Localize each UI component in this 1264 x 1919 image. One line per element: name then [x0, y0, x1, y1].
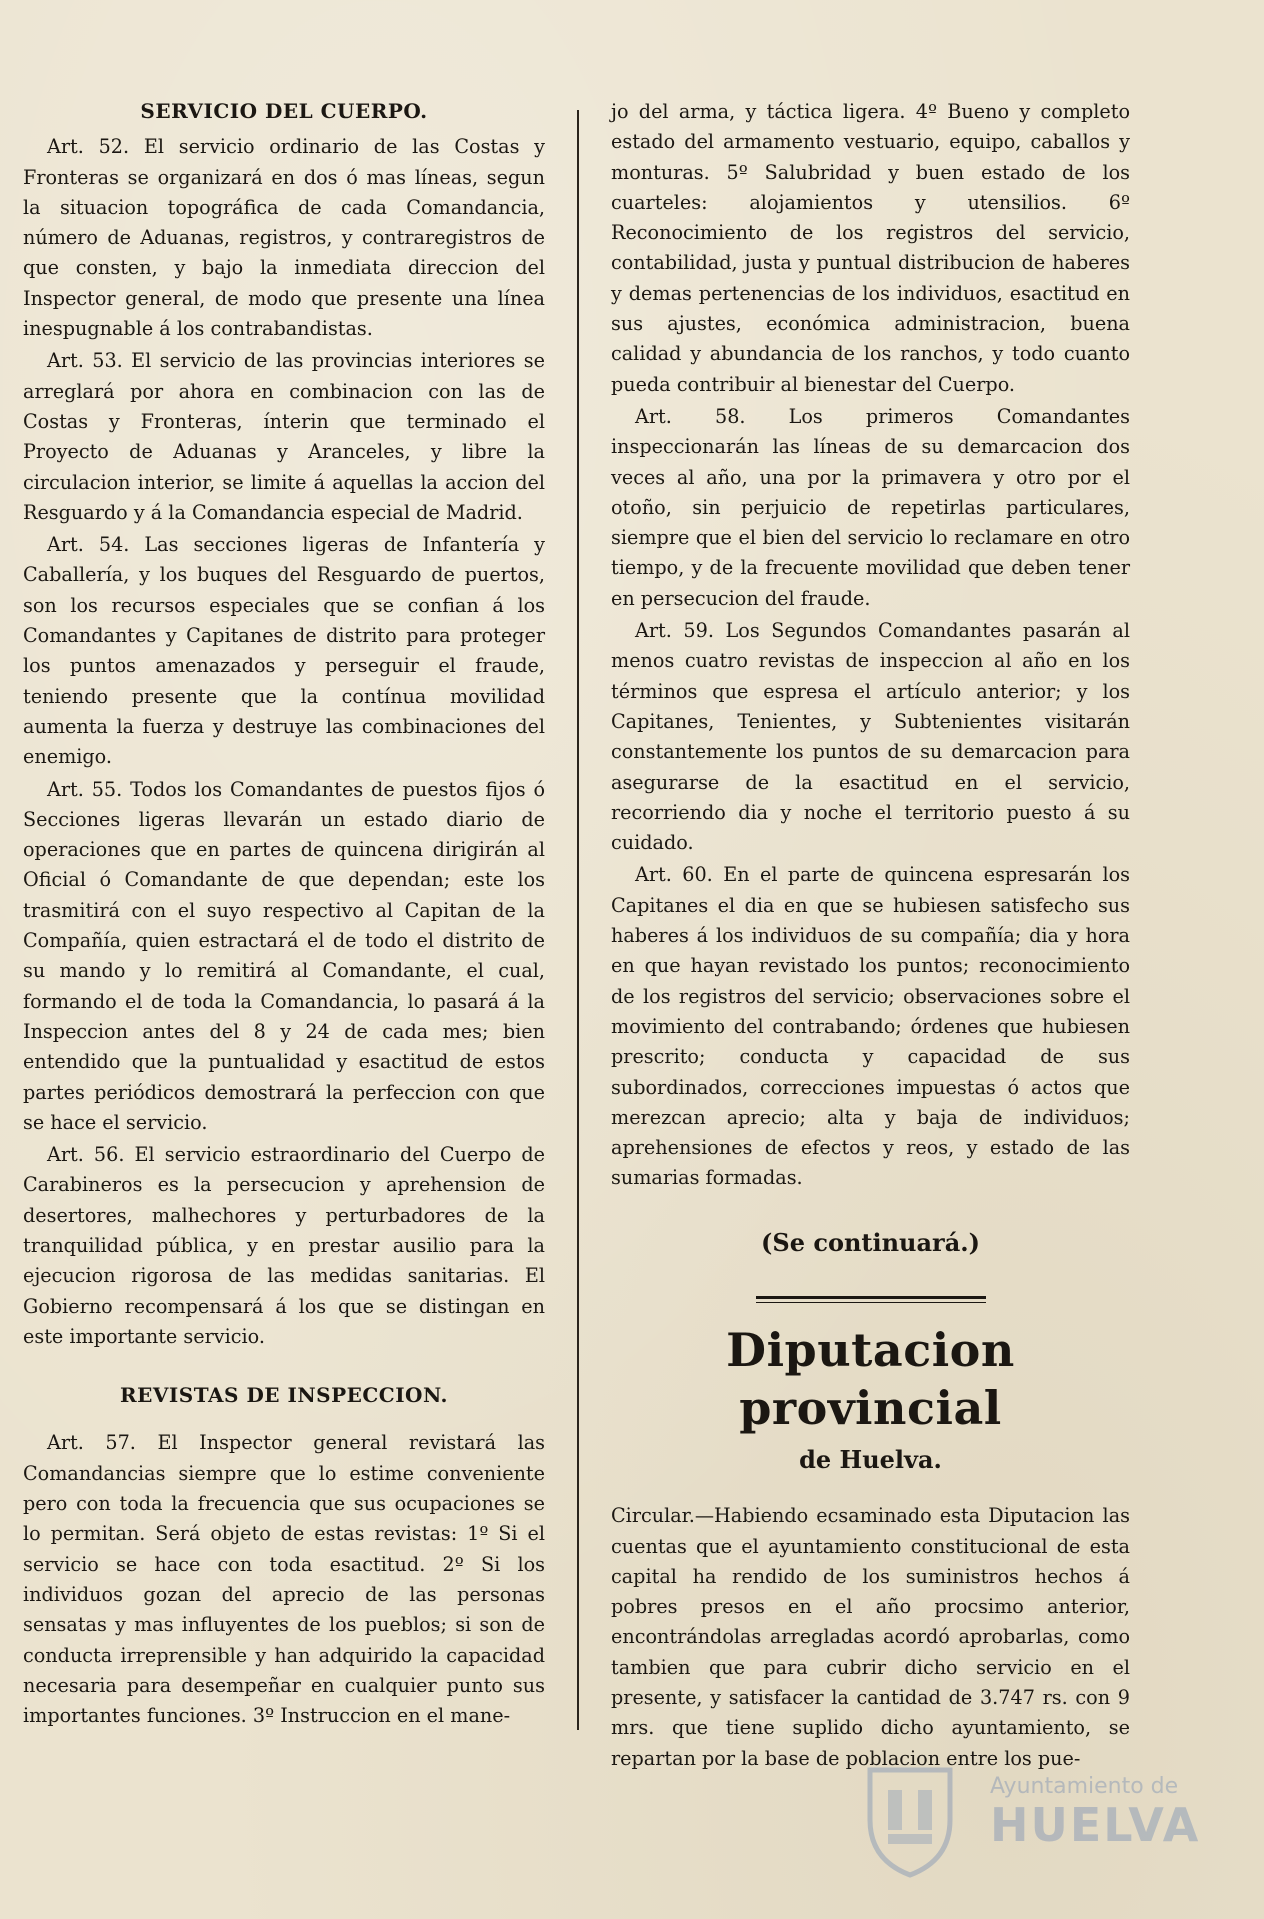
circular-text: Circular.—Habiendo ecsaminado esta Diputacion las cuentas que el ayuntamiento constitucional de esta capital ha rendido de los suministros hechos á pobres presos en el año procsimo anterior, encontrándolas arregladas acordó aprobarlas, como tambien que para cubrir dicho servicio en el presente, y satisfacer la cantidad de 3.747 rs. con 9 mrs. que tiene suplido dicho ayuntamiento, se repartan por la base de poblacion entre los pue-	[611, 1504, 1130, 1770]
article-58: Art. 58. Los primeros Comandantes inspeccionarán las líneas de su demarcacion dos veces al año, una por la primavera y otro por el otoño, sin perjuicio de repetirlas particulares, siempre que el bien del servicio lo reclamare en otro tiempo, y de la frecuente movilidad que deben tener en persecucion del fraude.	[611, 404, 1130, 610]
continued-notice: (Se continuará.)	[761, 1227, 980, 1257]
diputacion-title: Diputacion provincial	[726, 1322, 1015, 1435]
watermark-caption: Ayuntamiento de	[990, 1774, 1179, 1799]
section-heading-revistas: REVISTAS DE INSPECCION.	[120, 1383, 448, 1408]
watermark-name: HUELVA	[990, 1798, 1201, 1852]
coat-of-arms-icon	[850, 1760, 970, 1880]
article-55: Art. 55. Todos los Comandantes de puestos fijos ó Secciones ligeras llevarán un estado diario de operaciones que en partes de quincena dirigirán al Oficial ó Comandante de que dependan; este los trasmitirá con el suyo respectivo al Capitan de la Compañía, quien estractará el de todo el distrito de su mando y lo remitirá al Comandante, el cual, formando el de toda la Comandancia, lo pasará á la Inspeccion antes del 8 y 24 de cada mes; bien entendido que la puntualidad y esactitud de estos partes periódicos demostrará la perfeccion con que se hace el servicio.	[23, 777, 545, 1134]
article-59: Art. 59. Los Segundos Comandantes pasarán al menos cuatro revistas de inspeccion al año en los términos que espresa el artículo anterior; y los Capitanes, Tenientes, y Subtenientes visitarán constantemente los puntos de su demarcacion para asegurarse de la esactitud en el servicio, recorriendo dia y noche el territorio puesto á su cuidado.	[611, 619, 1130, 855]
article-52: Art. 52. El servicio ordinario de las Costas y Fronteras se organizará en dos ó mas líneas, segun la situacion topográfica de cada Comandancia, número de Aduanas, registros, y contraregistros de que consten, y bajo la inmediata direccion del Inspector general, de modo que presente una línea inespugnable á los contrabandistas.	[23, 135, 545, 341]
ayuntamiento-watermark	[850, 1760, 1210, 1880]
left-column	[23, 96, 545, 1733]
section-rule	[756, 1296, 986, 1303]
article-57-continued: jo del arma, y táctica ligera. 4º Bueno y completo estado del armamento vestuario, equipo, caballos y monturas. 5º Salubridad y buen estado de los cuarteles: alojamientos y utensilios. 6º Reconocimiento de los registros del servicio, contabilidad, justa y puntual distribucion de haberes y demas pertenencias de los individuos, esactitud en sus ajustes, económica administracion, buena calidad y abundancia de los ranchos, y todo cuanto pueda contribuir al bienestar del Cuerpo.	[611, 100, 1130, 396]
article-60: Art. 60. En el parte de quincena espresarán los Capitanes el dia en que se hubiesen satisfecho sus haberes á los individuos de su compañía; dia y hora en que hayan revistado los puntos; reconocimiento de los registros del servicio; observaciones sobre el movimiento del contrabando; órdenes que hubiesen prescrito; conducta y capacidad de sus subordinados, correcciones impuestas ó actos que merezcan aprecio; alta y baja de individuos; aprehensiones de efectos y reos, y estado de las sumarias formadas.	[611, 863, 1130, 1190]
diputacion-subtitle: de Huelva.	[799, 1444, 942, 1474]
article-56: Art. 56. El servicio estraordinario del Cuerpo de Carabineros es la persecucion y aprehension de desertores, malhechores y perturbadores de la tranquilidad pública, y en prestar ausilio para la ejecucion rigorosa de las medidas sanitarias. El Gobierno recompensará á los que se distingan en este importante servicio.	[23, 1143, 545, 1348]
article-57: Art. 57. El Inspector general revistará las Comandancias siempre que lo estime conveniente pero con toda la frecuencia que sus ocupaciones se lo permitan. Será objeto de estas revistas: 1º Si el servicio se hace con toda esactitud. 2º Si los individuos gozan del aprecio de las personas sensatas y mas influyentes de los pueblos; si son de conducta irreprensible y han adquirido la capacidad necesaria para desempeñar en cualquier punto sus importantes funciones. 3º Instruccion en el mane-	[23, 1431, 545, 1728]
section-heading-servicio: SERVICIO DEL CUERPO.	[140, 99, 428, 123]
article-54: Art. 54. Las secciones ligeras de Infantería y Caballería, y los buques del Resguardo de puertos, son los recursos especiales que se confian á los Comandantes y Capitanes de distrito para proteger los puntos amenazados y perseguir el fraude, teniendo presente que la contínua movilidad aumenta la fuerza y destruye las combinaciones del enemigo.	[23, 533, 545, 769]
column-divider	[577, 110, 579, 1730]
article-53: Art. 53. El servicio de las provincias interiores se arreglará por ahora en combinacion con las de Costas y Fronteras, ínterin que terminado el Proyecto de Aduanas y Aranceles, y libre la circulacion interior, se limite á aquellas la accion del Resguardo y á la Comandancia especial de Madrid.	[23, 349, 545, 524]
right-column	[611, 97, 1130, 1776]
